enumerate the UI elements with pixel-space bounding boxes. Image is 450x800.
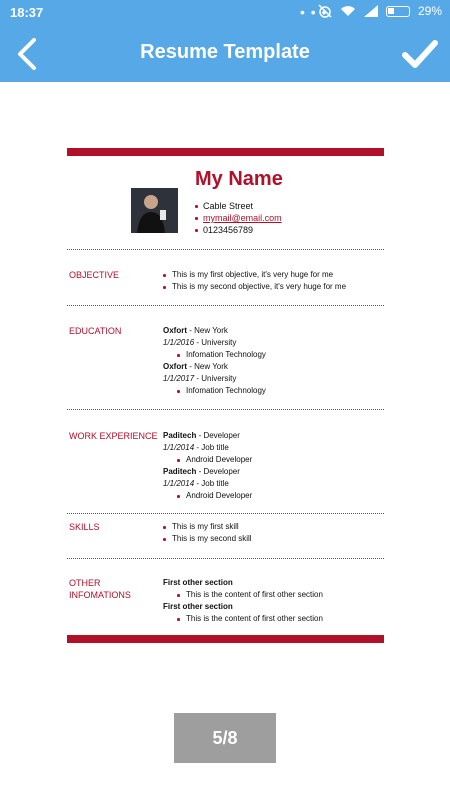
section-divider	[67, 409, 384, 410]
work-entry: Paditech - Developer	[163, 467, 240, 476]
contact-list	[195, 200, 282, 236]
page-title: Resume Template	[140, 41, 310, 63]
list-item: This is the content of first other section	[177, 613, 323, 625]
list-item: This is my first objective, it's very huge for me	[163, 269, 346, 281]
education-label: EDUCATION	[69, 326, 122, 336]
work-experience-content: Paditech - Developer 1/1/2014 - Job title Android Developer Paditech - Developer 1/1/2014 - Job title Android Developer	[163, 431, 253, 500]
other-entry-heading: First other section	[163, 578, 233, 587]
resume-name: My Name	[195, 168, 283, 190]
section-divider	[67, 249, 384, 250]
section-divider	[67, 513, 384, 514]
resume-top-bar	[67, 148, 384, 156]
page-indicator[interactable]: 5/8	[174, 713, 276, 763]
list-item: Infomation Technology	[177, 385, 266, 397]
skills-list	[163, 521, 252, 545]
section-divider	[67, 305, 384, 306]
status-bar	[0, 0, 450, 26]
other-info-content	[163, 577, 323, 625]
list-item: This is the content of first other section	[177, 589, 323, 601]
contact-email[interactable]: mymail@email.com	[195, 212, 282, 224]
list-item: Infomation Technology	[177, 349, 266, 361]
list-item: This is my second objective, it's very huge for me	[163, 281, 346, 293]
contact-address: Cable Street	[195, 200, 282, 212]
notification-dots: • • •	[300, 4, 328, 20]
resume-bottom-bar	[67, 635, 384, 643]
list-item: Android Developer	[177, 490, 252, 502]
other-info-label: OTHER INFOMATIONS	[69, 578, 131, 600]
app-bar	[0, 26, 450, 82]
status-icons	[318, 4, 442, 18]
work-experience-label: WORK EXPERIENCE	[69, 431, 158, 441]
wifi-icon	[340, 5, 356, 17]
education-content: Oxfort - New York 1/1/2016 - University Infomation Technology Oxfort - New York 1/1/2017 - University Infomation Technology	[163, 326, 266, 395]
contact-phone: 0123456789	[195, 224, 282, 236]
list-item: Android Developer	[177, 454, 252, 466]
section-divider	[67, 558, 384, 559]
signal-icon	[364, 5, 378, 17]
other-entry-heading: First other section	[163, 602, 233, 611]
skills-label: SKILLS	[69, 522, 100, 532]
status-time: 18:37	[10, 5, 44, 20]
resume-preview[interactable]	[67, 148, 384, 644]
objective-label: OBJECTIVE	[69, 270, 120, 280]
alarm-off-icon	[318, 4, 332, 18]
checkmark-icon[interactable]	[400, 34, 440, 74]
education-entry: Oxfort - New York	[163, 362, 228, 371]
objective-list	[163, 269, 346, 293]
person-photo-icon	[131, 188, 178, 233]
battery-percent: 29%	[417, 4, 442, 18]
list-item: This is my second skill	[163, 533, 252, 545]
education-entry: Oxfort - New York	[163, 326, 228, 335]
list-item: This is my first skill	[163, 521, 252, 533]
profile-photo	[131, 188, 178, 233]
work-entry: Paditech - Developer	[163, 431, 240, 440]
battery-icon	[386, 6, 410, 17]
